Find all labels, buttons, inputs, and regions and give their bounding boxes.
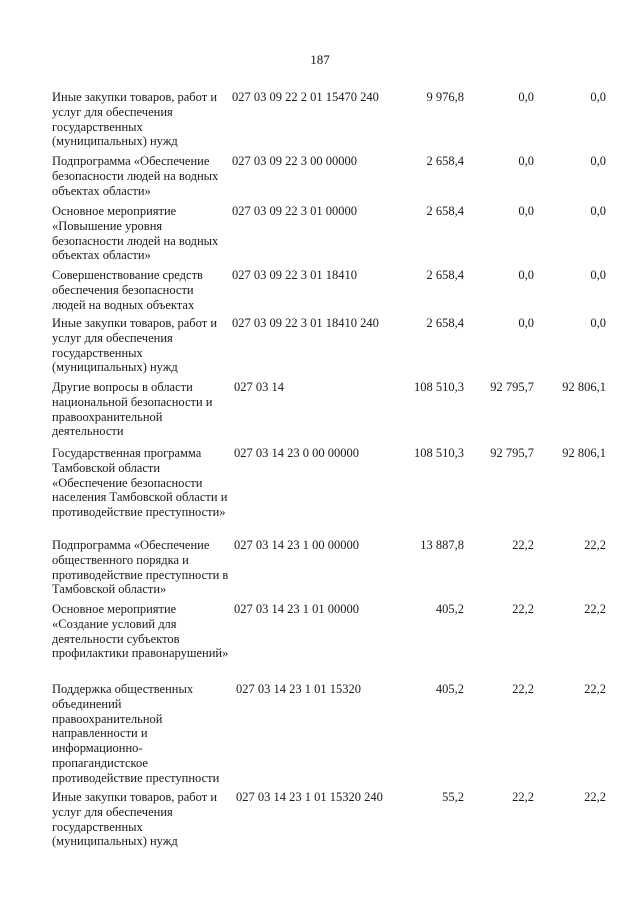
row-value-1: 2 658,4: [426, 154, 464, 168]
row-name: Основное мероприятие «Создание условий для деятельности субъектов профилактики правонарушений»: [52, 602, 229, 661]
row-name: Подпрограмма «Обеспечение общественного порядка и противодействие преступности в Тамбовской области»: [52, 538, 229, 597]
row-value-2: 0,0: [518, 204, 534, 218]
row-value-1: 2 658,4: [426, 316, 464, 330]
row-code: 027 03 14 23 1 01 15320 240: [236, 790, 383, 804]
row-value-3: 92 806,1: [562, 446, 606, 460]
row-code: 027 03 09 22 3 00 00000: [232, 154, 357, 168]
row-value-1: 108 510,3: [414, 446, 464, 460]
row-name: Поддержка общественных объединений правоохранительной направленности и информационно-пропагандистское противодействие преступности: [52, 682, 220, 785]
row-value-2: 22,2: [512, 602, 534, 616]
row-value-3: 0,0: [590, 154, 606, 168]
row-value-3: 22,2: [584, 682, 606, 696]
row-value-1: 13 887,8: [420, 538, 464, 552]
row-value-2: 22,2: [512, 538, 534, 552]
row-name: Иные закупки товаров, работ и услуг для обеспечения государственных (муниципальных) нужд: [52, 90, 218, 149]
row-value-1: 405,2: [435, 682, 464, 696]
row-value-1: 9 976,8: [426, 90, 464, 104]
row-value-2: 22,2: [512, 790, 534, 804]
row-code: 027 03 09 22 3 01 18410: [232, 268, 357, 282]
row-name: Совершенствование средств обеспечения безопасности людей на водных объектах: [52, 268, 203, 312]
row-code: 027 03 14 23 1 01 00000: [234, 602, 359, 616]
row-name: Государственная программа Тамбовской области «Обеспечение безопасности населения Тамбовской области и противодействие преступности»: [52, 446, 228, 520]
row-name: Основное мероприятие «Повышение уровня безопасности людей на водных объектах области»: [52, 204, 219, 263]
page-number: 187: [310, 52, 330, 67]
row-code: 027 03 09 22 2 01 15470 240: [232, 90, 379, 104]
row-value-2: 22,2: [512, 682, 534, 696]
row-value-3: 0,0: [590, 268, 606, 282]
row-value-3: 22,2: [584, 790, 606, 804]
row-value-2: 0,0: [518, 154, 534, 168]
row-code: 027 03 09 22 3 01 18410 240: [232, 316, 379, 330]
row-code: 027 03 14 23 1 00 00000: [234, 538, 359, 552]
row-value-2: 92 795,7: [490, 446, 534, 460]
row-value-1: 108 510,3: [414, 380, 464, 394]
row-code: 027 03 09 22 3 01 00000: [232, 204, 357, 218]
row-value-2: 0,0: [518, 316, 534, 330]
row-value-2: 0,0: [518, 268, 534, 282]
row-value-3: 22,2: [584, 538, 606, 552]
row-code: 027 03 14: [234, 380, 284, 394]
row-name: Подпрограмма «Обеспечение безопасности людей на водных объектах области»: [52, 154, 219, 198]
row-name: Иные закупки товаров, работ и услуг для обеспечения государственных (муниципальных) нужд: [52, 790, 218, 849]
row-code: 027 03 14 23 0 00 00000: [234, 446, 359, 460]
row-value-1: 2 658,4: [426, 204, 464, 218]
row-name: Иные закупки товаров, работ и услуг для обеспечения государственных (муниципальных) нужд: [52, 316, 218, 375]
row-value-3: 0,0: [590, 316, 606, 330]
row-value-3: 92 806,1: [562, 380, 606, 394]
row-value-3: 0,0: [590, 90, 606, 104]
row-name: Другие вопросы в области национальной безопасности и правоохранительной деятельности: [52, 380, 213, 439]
row-value-2: 0,0: [518, 90, 534, 104]
row-value-3: 0,0: [590, 204, 606, 218]
row-code: 027 03 14 23 1 01 15320: [236, 682, 361, 696]
row-value-1: 55,2: [442, 790, 464, 804]
row-value-1: 2 658,4: [426, 268, 464, 282]
row-value-2: 92 795,7: [490, 380, 534, 394]
row-value-3: 22,2: [584, 602, 606, 616]
row-value-1: 405,2: [435, 602, 464, 616]
